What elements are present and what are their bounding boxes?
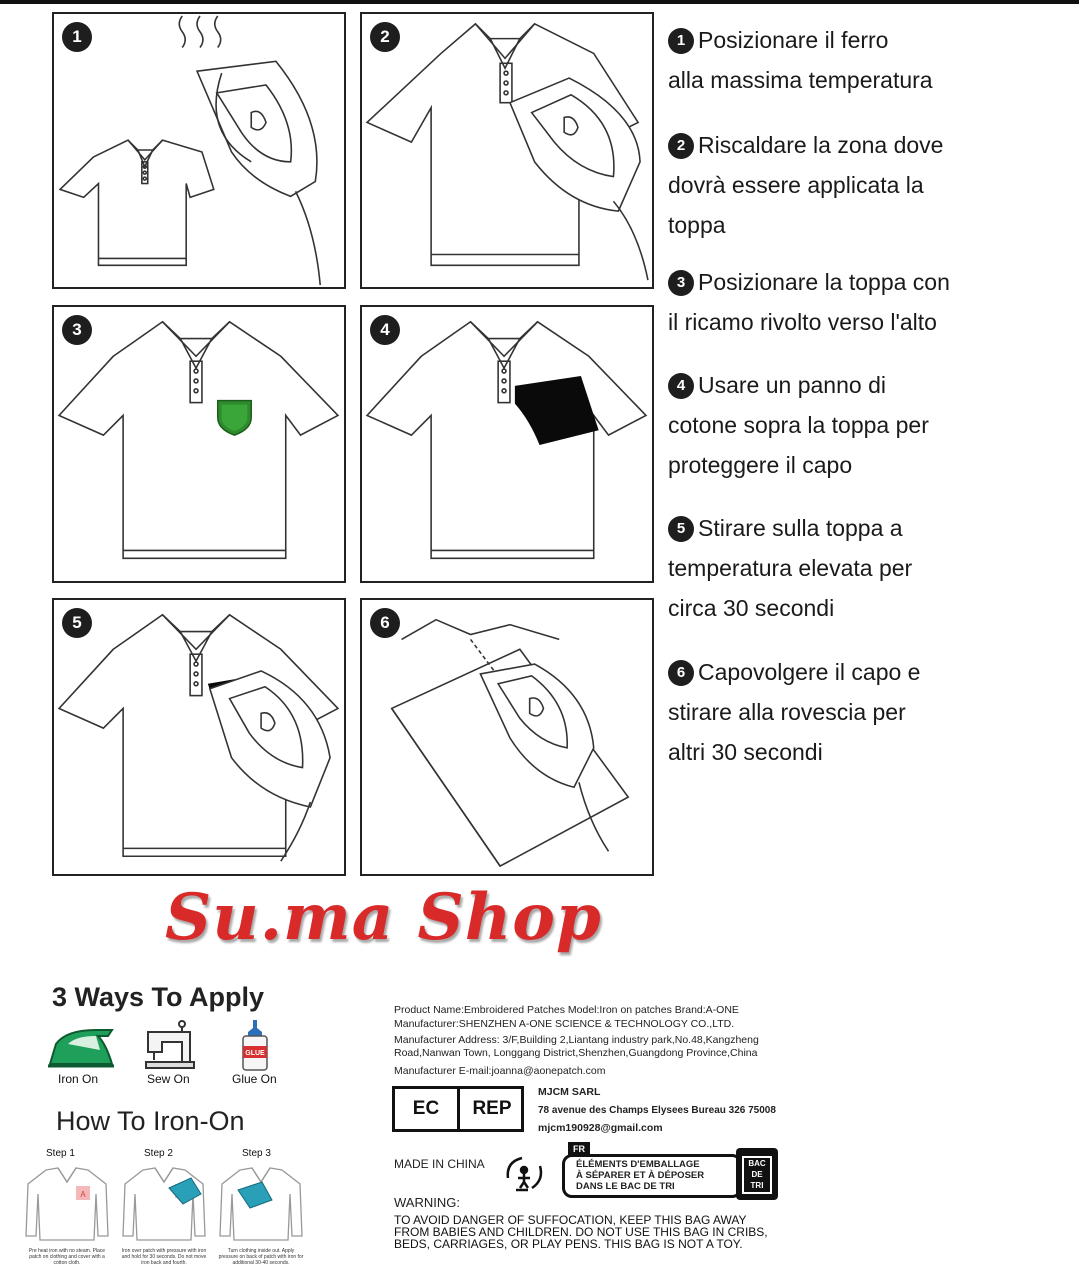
howto-note-3: Turn clothing inside out. Apply pressure on back of patch with iron for additional 30-40 seconds. [218,1248,304,1266]
rep-email: mjcm190928@gmail.com [538,1122,663,1134]
step-number: 5 [668,516,694,542]
step-number: 4 [668,373,694,399]
rep-name: MJCM SARL [538,1086,601,1098]
step-badge: 3 [62,315,92,345]
glue-bottle-icon [240,1018,270,1072]
triman-line-2: À SÉPARER ET À DÉPOSER [576,1170,705,1181]
shirt-cloth-illustration [362,307,652,581]
triman-icon [500,1150,548,1194]
fr-tag: FR [568,1142,590,1156]
top-border [0,0,1079,4]
sewing-machine-icon [142,1018,198,1072]
panel-6 [360,598,654,876]
panel-2 [360,12,654,289]
howto-step-2: Step 2 [144,1148,173,1159]
product-label [380,990,810,1260]
warning-line-1: TO AVOID DANGER OF SUFFOCATION, KEEP THIS BAG AWAY [394,1213,747,1227]
ec-rep-symbol [392,1086,524,1132]
shirt-patch-illustration [54,307,344,581]
label-email: Manufacturer E-mail:joanna@aonepatch.com [394,1065,606,1077]
rep-text: REP [472,1098,512,1119]
rep-address: 78 avenue des Champs Elysees Bureau 326 75008 [538,1105,776,1116]
warning-line-2: FROM BABIES AND CHILDREN. DO NOT USE THIS BAG IN CRIBS, [394,1225,768,1239]
sweater-step-1-icon [24,1164,110,1242]
sweater-step-2-icon [121,1164,207,1242]
made-in-china: MADE IN CHINA [394,1157,485,1171]
label-address-2: Road,Nanwan Town, Longgang District,Shenzhen,Guangdong Province,China [394,1047,758,1059]
step-3-text: 3 Posizionare la toppa con il ricamo rivolto verso l'alto [668,269,950,335]
glue-label: GLUE [245,1050,265,1057]
step-badge: 6 [370,608,400,638]
triman-info-box [556,1142,794,1204]
step-number: 3 [668,270,694,296]
label-manufacturer: Manufacturer:SHENZHEN A-ONE SCIENCE & TECHNOLOGY CO.,LTD. [394,1018,735,1030]
step-5-text: 5 Stirare sulla toppa a temperatura elevata per circa 30 secondi [668,515,913,621]
method-glue-on: Glue On [232,1072,277,1086]
shop-logo-text: Su.ma Shop [165,880,602,955]
panel-3 [52,305,346,583]
iron-icon [46,1024,118,1070]
howto-step-1: Step 1 [46,1148,75,1159]
method-sew-on: Sew On [147,1072,190,1086]
shirt-pressing-illustration [54,600,344,874]
card-title: 3 Ways To Apply [52,982,265,1012]
panel-4 [360,305,654,583]
howto-note-2: Iron over patch with pressure with iron and hold for 30 seconds. Do not move iron back and fourth. [121,1248,207,1266]
shirt-heating-illustration [362,14,652,287]
warning-line-3: BEDS, CARRIAGES, OR PLAY PENS. THIS BAG IS NOT A TOY. [394,1237,743,1251]
step-number: 6 [668,660,694,686]
step-badge: 1 [62,22,92,52]
warning-title: WARNING: [394,1195,460,1210]
triman-line-1: ÉLÉMENTS D'EMBALLAGE [576,1159,700,1170]
method-iron-on: Iron On [58,1072,99,1086]
shirt-iron-heat-illustration [54,14,344,287]
sweater-step-3-icon [218,1164,304,1242]
step-4-text: 4 Usare un panno di cotone sopra la toppa per proteggere il capo [668,372,929,478]
step-6-text: 6 Capovolgere il capo e stirare alla rovescia per altri 30 secondi [668,659,921,765]
inside-out-pressing-illustration [362,600,652,874]
step-badge: 5 [62,608,92,638]
label-product-line: Product Name:Embroidered Patches Model:Iron on patches Brand:A-ONE [394,1004,739,1016]
panel-5 [52,598,346,876]
step-number: 1 [668,28,694,54]
patch-letter: A [80,1190,86,1199]
triman-line-3: DANS LE BAC DE TRI [576,1181,675,1192]
step-1-text: 1 Posizionare il ferro alla massima temperatura [668,27,933,93]
step-badge: 2 [370,22,400,52]
step-badge: 4 [370,315,400,345]
panel-1 [52,12,346,289]
ways-to-apply-card [14,978,314,1270]
howto-step-3: Step 3 [242,1148,271,1159]
ec-text: EC [395,1089,460,1129]
howto-title: How To Iron-On [56,1106,245,1136]
howto-note-1: Pre heat iron with no steam. Place patch on clothing and cover with a cotton cloth. [28,1248,106,1266]
recycle-bin-icon: BAC DE TRI [736,1148,778,1200]
step-2-text: 2 Riscaldare la zona dove dovrà essere applicata la toppa [668,132,944,238]
step-number: 2 [668,133,694,159]
label-address-1: Manufacturer Address: 3/F,Building 2,Liantang industry park,No.48,Kangzheng [394,1034,759,1046]
